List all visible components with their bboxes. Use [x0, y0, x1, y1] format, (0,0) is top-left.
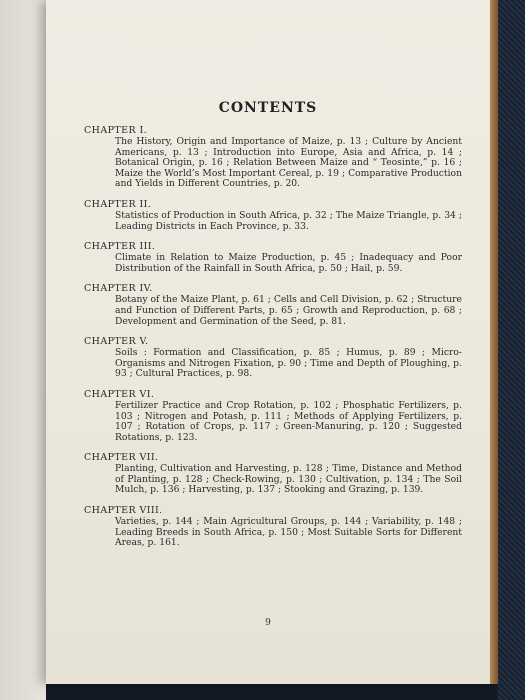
chapter-entry-1 [84, 124, 462, 190]
book-page [46, 0, 490, 684]
chapter-summary: Soils : Formation and Classification, p. 85 ; Humus, p. 89 ; Micro-Organisms and Nitrogen Fixation, p. 90 ; Time and Depth of Ploughing, p. 93 ; Cultural Practices, p. 98. [115, 347, 462, 380]
chapter-heading: CHAPTER V. [84, 336, 149, 348]
chapter-heading: CHAPTER IV. [84, 283, 153, 295]
page-bottom-shadow [46, 684, 498, 700]
chapter-heading: CHAPTER VII. [84, 452, 159, 464]
chapter-heading: CHAPTER II. [84, 198, 152, 210]
chapter-summary: Planting, Cultivation and Harvesting, p. 128 ; Time, Distance and Method of Planting, p. 128 ; Check-Rowing, p. 130 ; Cultivation, p. 134 ; The Soil Mulch, p. 136 ; Harvesting, p. 137 ; Stooking and Grazing, p. 139. [115, 463, 462, 496]
contents-list [84, 124, 462, 557]
chapter-entry-3 [84, 240, 462, 274]
chapter-entry-6 [84, 388, 462, 443]
chapter-heading: CHAPTER I. [84, 125, 148, 136]
chapter-summary: Fertilizer Practice and Crop Rotation, p. 102 ; Phosphatic Fertilizers, p. 103 ; Nitrogen and Potash, p. 111 ; Methods of Applying Fertilizers, p. 107 ; Rotation of Crops, p. 117 ; Green-Manuring, p. 120 ; Suggested Rotations, p. 123. [115, 399, 462, 443]
chapter-summary: Climate in Relation to Maize Production, p. 45 ; Inadequacy and Poor Distribution of the Rainfall in South Africa, p. 50 ; Hail, p. 59. [115, 252, 462, 274]
chapter-entry-8 [84, 504, 462, 549]
chapter-entry-5 [84, 335, 462, 380]
chapter-entry-4 [84, 282, 462, 327]
page-title: CONTENTS [218, 100, 318, 116]
chapter-summary: Statistics of Production in South Africa, p. 32 ; The Maize Triangle, p. 34 ; Leading Districts in Each Province, p. 33. [115, 209, 462, 232]
chapter-entry-2 [84, 198, 462, 232]
chapter-summary: The History, Origin and Importance of Maize, p. 13 ; Culture by Ancient Americans, p. 13 ; Introduction into Europe, Asia and Africa, p. 14 ; Botanical Origin, p. 16 ; Relation Between Maize and “ Teosinte,” p. 16 ; Maize the World’s Most Important Cereal, p. 19 ; Comparative Production and Yields in Different Countries, p. 20. [115, 136, 462, 190]
chapter-entry-7 [84, 451, 462, 496]
chapter-heading: CHAPTER III. [84, 241, 156, 253]
chapter-summary: Varieties, p. 144 ; Main Agricultural Groups, p. 144 ; Variability, p. 148 ; Leading Breeds in South Africa, p. 150 ; Most Suitable Sorts for Different Areas, p. 161. [115, 516, 462, 549]
chapter-summary: Botany of the Maize Plant, p. 61 ; Cells and Cell Division, p. 62 ; Structure and Function of Different Parts, p. 65 ; Growth and Reproduction, p. 68 ; Development and Germination of the Seed, p. 81. [115, 294, 462, 327]
chapter-heading: CHAPTER VI. [84, 388, 155, 400]
page-number: 9 [265, 618, 271, 628]
chapter-heading: CHAPTER VIII. [84, 505, 163, 517]
